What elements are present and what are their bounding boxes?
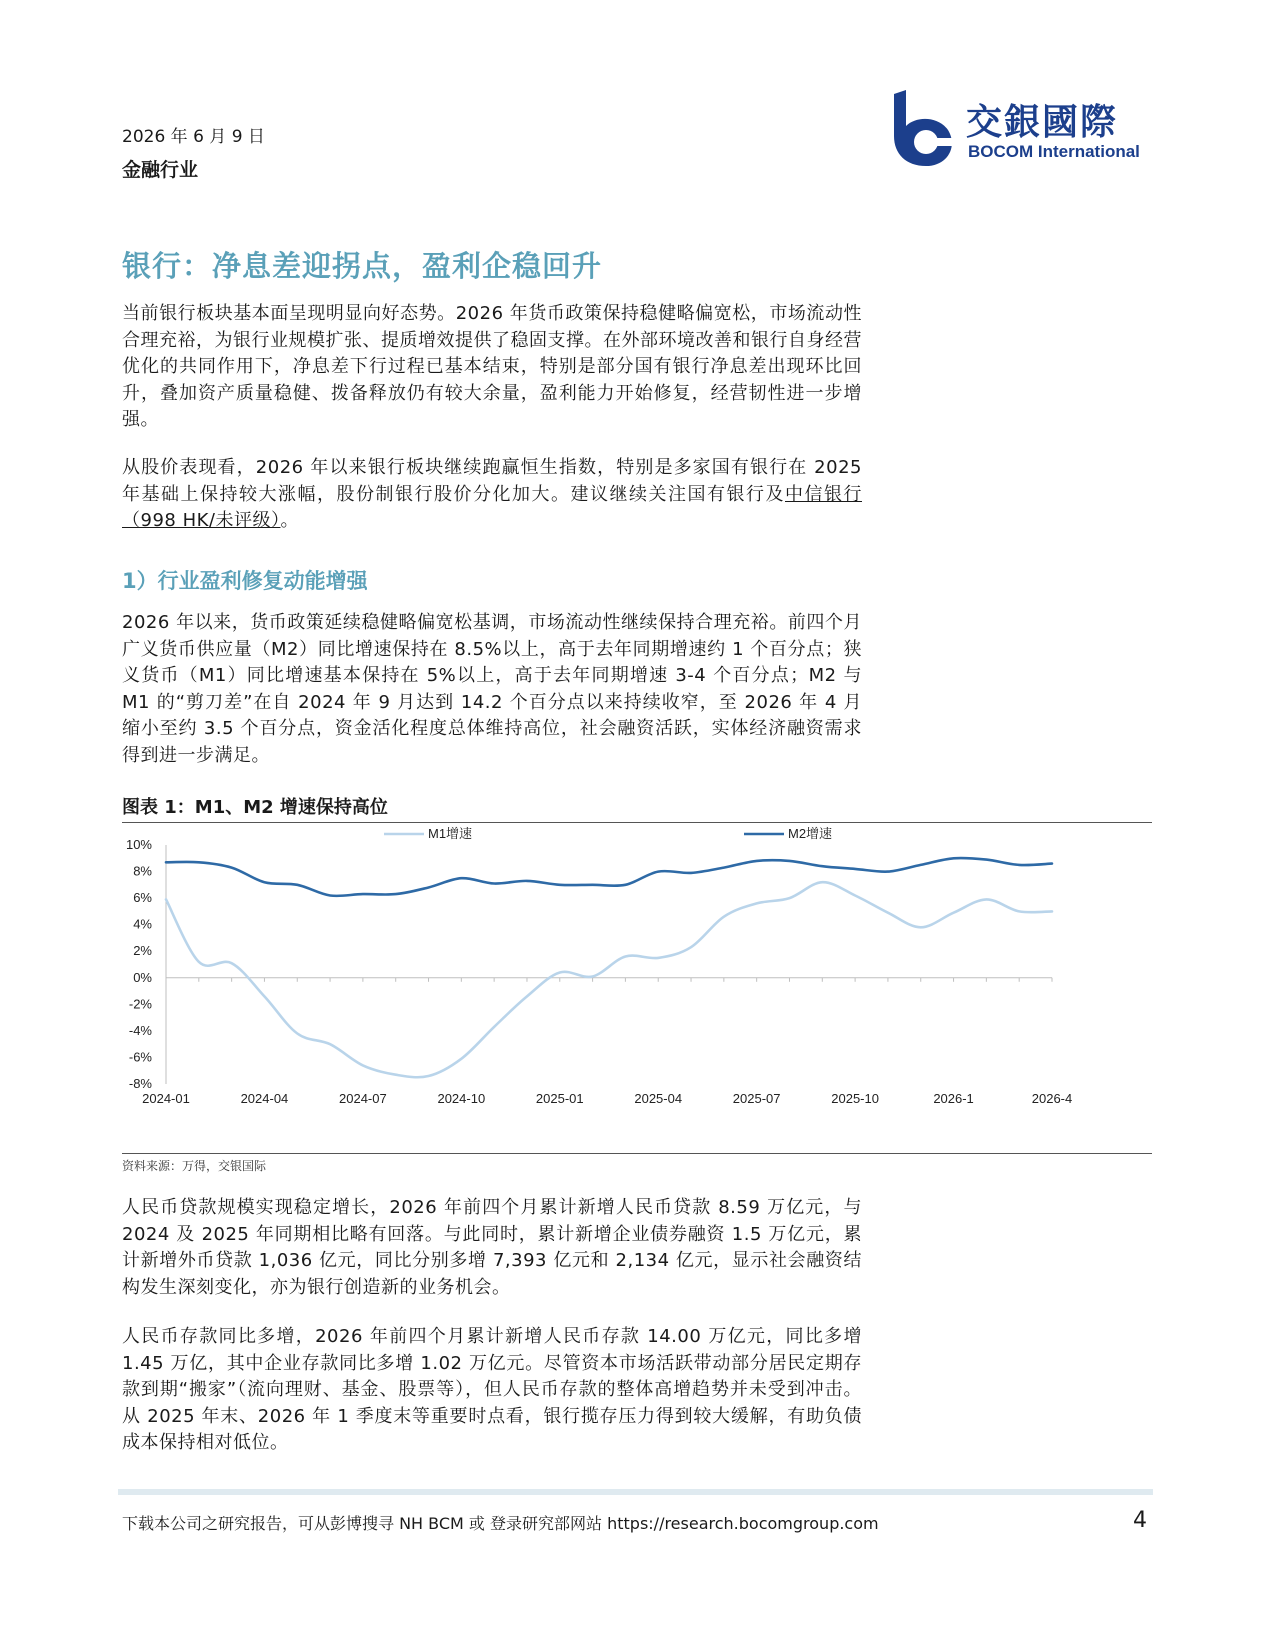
x-tick-label: 2024-04 [240,1091,289,1106]
section-heading: 1）行业盈利修复动能增强 [122,569,368,593]
paragraph-monetary-policy: 2026 年以来，货币政策延续稳健略偏宽松基调，市场流动性继续保持合理充裕。前四个月广义货币供应量（M2）同比增速保持在 8.5%以上，高于去年同期增速约 1 个百分点；狭义货币（M1）同比增速基本保持在 5%以上，高于去年同期增速 3-4 个百分点；M2 与 M1 的“剪刀差”在自 2024 年 9 月达到 14.2 个百分点以来持续收窄，至 2026 年 4 月缩小至约 3.5 个百分点，资金活化程度总体维持高位，社会融资活跃，实体经济融资需求得到进一步满足。 [122,612,862,766]
paragraph-stock-performance [122,455,862,535]
y-tick-label: -8% [128,1076,152,1091]
x-tick-label: 2025-04 [634,1091,683,1106]
page-number: 4 [1133,1508,1147,1533]
x-tick-label: 2025-10 [831,1091,879,1106]
y-tick-label: 10% [125,837,152,852]
citic-bank-link[interactable]: 中信银行（998 HK/未评级） [122,483,862,531]
report-sector: 金融行业 [122,159,199,181]
paragraph-deposits: 人民币存款同比多增，2026 年前四个月累计新增人民币存款 14.00 万亿元，同比多增 1.45 万亿，其中企业存款同比多增 1.02 万亿元。尽管资本市场活跃带动部分居民定期存款到期“搬家”（流向理财、基金、股票等），但人民币存款的整体高增趋势并未受到冲击。从 2025 年末、2026 年 1 季度末等重要时点看，银行揽存压力得到较大缓解，有助负债成本保持相对低位。 [122,1326,862,1453]
m1-legend-label: M1增速 [428,826,473,841]
y-tick-label: 2% [133,943,152,959]
figure-top-rule [122,822,1152,823]
x-tick-label: 2024-10 [437,1091,486,1106]
y-tick-label: 4% [133,916,152,932]
y-tick-label: 0% [133,969,152,985]
x-tick-label: 2024-07 [339,1091,387,1106]
footer-download-note: 下载本公司之研究报告，可从彭博搜寻 NH BCM 或 登录研究部网站 https://research.bocomgroup.com [122,1514,879,1533]
x-tick-label: 2025-01 [535,1091,584,1106]
x-tick-label: 2026-4 [1031,1091,1073,1106]
x-tick-label: 2024-01 [142,1091,190,1106]
x-tick-label: 2025-07 [732,1091,781,1106]
bocom-logo [886,90,1186,168]
figure-source: 资料来源：万得，交银国际 [122,1159,267,1173]
x-tick-label: 2026-1 [933,1091,974,1106]
footer-divider [118,1489,1153,1495]
y-tick-label: 6% [133,890,152,906]
m1-series-line [166,882,1052,1077]
figure-caption: 图表 1：M1、M2 增速保持高位 [122,797,388,818]
m1-m2-line-chart [122,825,1152,1151]
page-title: 银行：净息差迎拐点，盈利企稳回升 [122,249,603,283]
y-tick-label: 8% [133,863,152,879]
paragraph-text-end: 。 [280,510,299,531]
bocom-logo-icon [886,90,964,168]
y-tick-label: -4% [128,1022,152,1038]
paragraph-text: 从股价表现看，2026 年以来银行板块继续跑赢恒生指数，特别是多家国有银行在 2025 年基础上保持较大涨幅，股份制银行股价分化加大。建议继续关注国有银行及 [122,457,862,505]
figure-bottom-rule [122,1153,1152,1154]
m2-legend-label: M2增速 [788,826,833,841]
paragraph-outlook: 当前银行板块基本面呈现明显向好态势。2026 年货币政策保持稳健略偏宽松，市场流动性合理充裕，为银行业规模扩张、提质增效提供了稳固支撑。在外部环境改善和银行自身经营优化的共同作用下，净息差下行过程已基本结束，特别是部分国有银行净息差出现环比回升，叠加资产质量稳健、拨备释放仍有较大余量，盈利能力开始修复，经营韧性进一步增强。 [122,303,862,430]
m2-series-line [166,858,1052,896]
y-tick-label: -2% [128,996,152,1012]
report-date: 2026 年 6 月 9 日 [122,127,265,147]
logo-chinese-name: 交銀國際 [966,102,1119,143]
logo-english-name: BOCOM International [968,142,1140,161]
paragraph-loans: 人民币贷款规模实现稳定增长，2026 年前四个月累计新增人民币贷款 8.59 万亿元，与 2024 及 2025 年同期相比略有回落。与此同时，累计新增企业债券融资 1.5 万亿元，累计新增外币贷款 1,036 亿元，同比分别多增 7,393 亿元和 2,134 亿元，显示社会融资结构发生深刻变化，亦为银行创造新的业务机会。 [122,1197,862,1298]
y-tick-label: -6% [128,1049,152,1065]
